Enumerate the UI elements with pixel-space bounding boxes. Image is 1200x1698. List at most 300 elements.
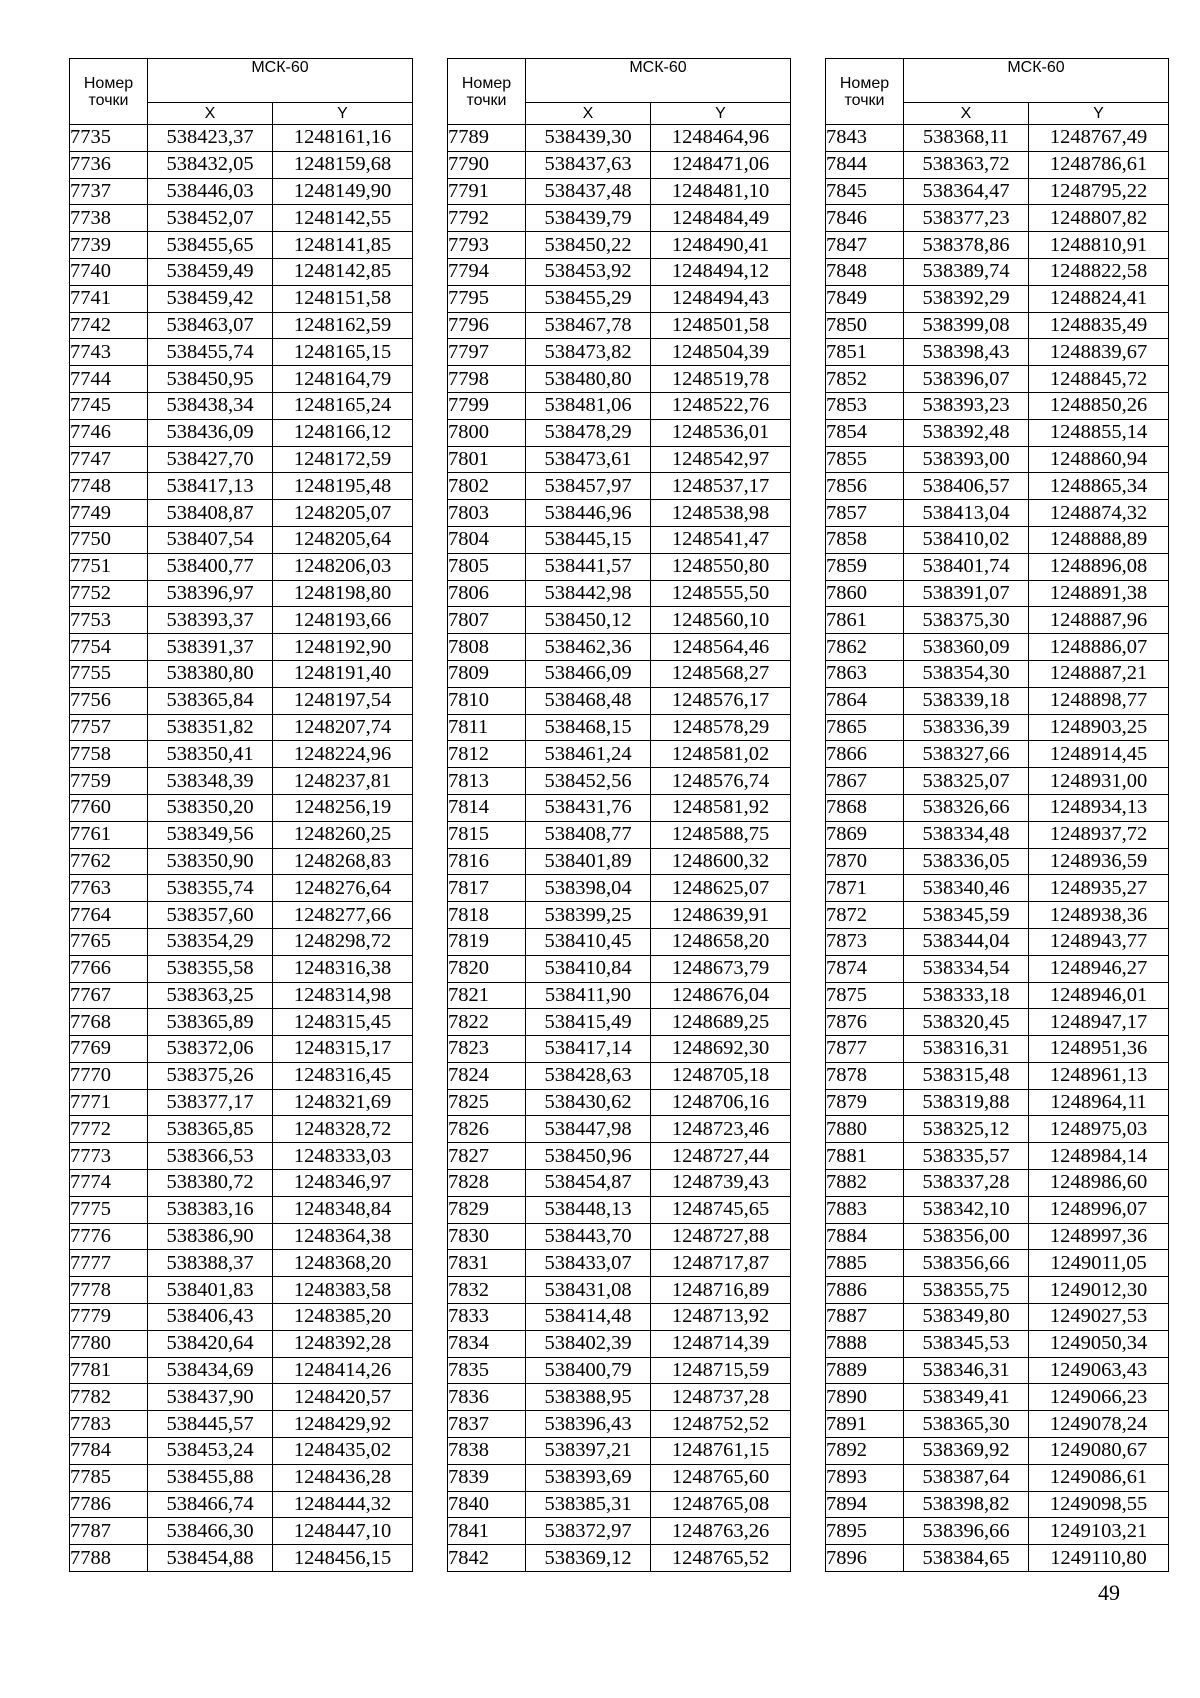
x-coordinate-cell: 538436,09 [148,419,273,446]
y-coordinate-cell: 1248946,27 [1029,955,1169,982]
y-coordinate-cell: 1248464,96 [651,125,791,152]
x-coordinate-cell: 538466,30 [148,1518,273,1545]
x-coordinate-cell: 538345,59 [904,902,1029,929]
table-row [826,312,1169,339]
point-number-cell: 7833 [448,1304,526,1331]
point-number-cell: 7859 [826,553,904,580]
table-row [70,687,413,714]
table-row [70,1143,413,1170]
point-number-cell: 7736 [70,151,148,178]
x-coordinate-cell: 538380,72 [148,1170,273,1197]
point-number-cell: 7767 [70,982,148,1009]
table-row [70,258,413,285]
y-coordinate-cell: 1248315,45 [273,1009,413,1036]
point-number-cell: 7855 [826,446,904,473]
y-coordinate-cell: 1248504,39 [651,339,791,366]
x-coordinate-cell: 538408,77 [526,821,651,848]
y-coordinate-cell: 1248260,25 [273,821,413,848]
point-number-cell: 7826 [448,1116,526,1143]
y-coordinate-cell: 1248943,77 [1029,928,1169,955]
point-number-cell: 7861 [826,607,904,634]
x-coordinate-cell: 538350,41 [148,741,273,768]
y-coordinate-cell: 1248164,79 [273,366,413,393]
x-coordinate-cell: 538357,60 [148,902,273,929]
point-number-cell: 7866 [826,741,904,768]
x-coordinate-cell: 538454,88 [148,1545,273,1572]
table-row [826,848,1169,875]
x-coordinate-cell: 538356,66 [904,1250,1029,1277]
x-coordinate-cell: 538387,64 [904,1464,1029,1491]
x-coordinate-cell: 538442,98 [526,580,651,607]
point-number-cell: 7772 [70,1116,148,1143]
x-coordinate-cell: 538455,65 [148,232,273,259]
point-number-cell: 7768 [70,1009,148,1036]
point-number-cell: 7804 [448,526,526,553]
coordinate-table [447,58,791,1572]
x-coordinate-cell: 538351,82 [148,714,273,741]
x-coordinate-cell: 538448,13 [526,1196,651,1223]
x-coordinate-cell: 538377,17 [148,1089,273,1116]
y-coordinate-cell: 1248898,77 [1029,687,1169,714]
y-coordinate-cell: 1248444,32 [273,1491,413,1518]
point-number-cell: 7835 [448,1357,526,1384]
x-coordinate-cell: 538383,16 [148,1196,273,1223]
table-row [70,1036,413,1063]
x-coordinate-cell: 538319,88 [904,1089,1029,1116]
point-number-header: Номер точки [448,59,526,125]
x-coordinate-cell: 538396,97 [148,580,273,607]
y-coordinate-cell: 1248149,90 [273,178,413,205]
point-number-cell: 7858 [826,526,904,553]
point-number-cell: 7742 [70,312,148,339]
y-coordinate-cell: 1248692,30 [651,1036,791,1063]
x-coordinate-cell: 538441,57 [526,553,651,580]
coordinate-system-header: МСК-60 [904,59,1169,103]
x-coordinate-cell: 538388,37 [148,1250,273,1277]
point-number-cell: 7848 [826,258,904,285]
point-number-cell: 7757 [70,714,148,741]
table-row [448,955,791,982]
point-number-cell: 7896 [826,1545,904,1572]
point-number-cell: 7886 [826,1277,904,1304]
point-number-cell: 7760 [70,794,148,821]
y-coordinate-cell: 1248807,82 [1029,205,1169,232]
x-coordinate-cell: 538348,39 [148,768,273,795]
table-row [448,312,791,339]
table-row [70,875,413,902]
page-number: 49 [1098,1580,1120,1605]
point-number-cell: 7844 [826,151,904,178]
point-number-cell: 7837 [448,1411,526,1438]
point-number-cell: 7796 [448,312,526,339]
y-coordinate-cell: 1248205,07 [273,500,413,527]
point-number-cell: 7778 [70,1277,148,1304]
x-coordinate-cell: 538461,24 [526,741,651,768]
x-coordinate-cell: 538368,11 [904,125,1029,152]
point-number-cell: 7832 [448,1277,526,1304]
table-row [70,339,413,366]
x-coordinate-cell: 538417,13 [148,473,273,500]
point-number-cell: 7783 [70,1411,148,1438]
point-number-cell: 7815 [448,821,526,848]
point-number-cell: 7821 [448,982,526,1009]
x-coordinate-cell: 538447,98 [526,1116,651,1143]
y-coordinate-cell: 1248268,83 [273,848,413,875]
x-coordinate-cell: 538393,37 [148,607,273,634]
y-coordinate-cell: 1248839,67 [1029,339,1169,366]
table-row [448,1411,791,1438]
table-row [70,794,413,821]
point-number-cell: 7793 [448,232,526,259]
point-number-cell: 7830 [448,1223,526,1250]
x-coordinate-cell: 538437,63 [526,151,651,178]
point-number-cell: 7817 [448,875,526,902]
point-number-header: Номер точки [70,59,148,125]
point-number-cell: 7880 [826,1116,904,1143]
table-row [826,1116,1169,1143]
table-row [70,1545,413,1572]
table-row [448,928,791,955]
table-row [448,607,791,634]
x-coordinate-cell: 538466,09 [526,660,651,687]
y-coordinate-cell: 1248625,07 [651,875,791,902]
y-coordinate-cell: 1248576,74 [651,768,791,795]
x-coordinate-cell: 538380,80 [148,660,273,687]
y-coordinate-cell: 1248205,64 [273,526,413,553]
table-row [826,178,1169,205]
x-coordinate-cell: 538457,97 [526,473,651,500]
x-coordinate-cell: 538372,06 [148,1036,273,1063]
y-coordinate-cell: 1248715,59 [651,1357,791,1384]
table-row [826,634,1169,661]
point-number-cell: 7802 [448,473,526,500]
table-row [826,1438,1169,1465]
x-coordinate-cell: 538326,66 [904,794,1029,821]
point-number-cell: 7740 [70,258,148,285]
table-row [448,1170,791,1197]
table-row [448,687,791,714]
point-number-cell: 7845 [826,178,904,205]
x-coordinate-cell: 538437,48 [526,178,651,205]
point-number-cell: 7794 [448,258,526,285]
point-number-cell: 7755 [70,660,148,687]
table-row [70,500,413,527]
point-number-cell: 7787 [70,1518,148,1545]
table-row [448,205,791,232]
x-coordinate-cell: 538355,58 [148,955,273,982]
point-number-cell: 7874 [826,955,904,982]
x-coordinate-cell: 538407,54 [148,526,273,553]
y-coordinate-cell: 1248934,13 [1029,794,1169,821]
y-coordinate-cell: 1249012,30 [1029,1277,1169,1304]
table-row [448,366,791,393]
table-row [826,768,1169,795]
table-row [70,392,413,419]
x-coordinate-cell: 538400,77 [148,553,273,580]
x-coordinate-cell: 538366,53 [148,1143,273,1170]
table-row [448,232,791,259]
y-coordinate-cell: 1248522,76 [651,392,791,419]
point-number-cell: 7879 [826,1089,904,1116]
point-number-cell: 7823 [448,1036,526,1063]
table-row [70,553,413,580]
coordinate-table [825,58,1169,1572]
table-row [826,902,1169,929]
point-number-cell: 7828 [448,1170,526,1197]
table-row [70,1330,413,1357]
point-number-cell: 7807 [448,607,526,634]
y-coordinate-cell: 1248887,21 [1029,660,1169,687]
point-number-cell: 7788 [70,1545,148,1572]
y-coordinate-cell: 1248727,44 [651,1143,791,1170]
x-coordinate-cell: 538462,36 [526,634,651,661]
x-coordinate-cell: 538434,69 [148,1357,273,1384]
x-coordinate-cell: 538396,43 [526,1411,651,1438]
x-coordinate-cell: 538355,75 [904,1277,1029,1304]
point-number-cell: 7876 [826,1009,904,1036]
table-row [448,1089,791,1116]
x-coordinate-cell: 538466,74 [148,1491,273,1518]
y-coordinate-cell: 1248855,14 [1029,419,1169,446]
table-row [826,339,1169,366]
y-coordinate-cell: 1248447,10 [273,1518,413,1545]
table-row [448,580,791,607]
x-coordinate-cell: 538450,12 [526,607,651,634]
point-number-cell: 7838 [448,1438,526,1465]
x-coordinate-cell: 538468,48 [526,687,651,714]
coordinate-system-header: МСК-60 [526,59,791,103]
x-coordinate-cell: 538455,88 [148,1464,273,1491]
table-row [826,1009,1169,1036]
y-coordinate-cell: 1249110,80 [1029,1545,1169,1572]
table-row [70,768,413,795]
table-row [448,1384,791,1411]
x-coordinate-cell: 538392,29 [904,285,1029,312]
table-row [70,366,413,393]
table-row [448,1304,791,1331]
table-row [70,1170,413,1197]
x-coordinate-cell: 538467,78 [526,312,651,339]
table-row [448,339,791,366]
y-coordinate-cell: 1248835,49 [1029,312,1169,339]
x-coordinate-cell: 538364,47 [904,178,1029,205]
y-header: Y [273,103,413,125]
point-number-cell: 7820 [448,955,526,982]
table-row [826,1277,1169,1304]
point-number-cell: 7784 [70,1438,148,1465]
point-number-cell: 7790 [448,151,526,178]
point-number-cell: 7854 [826,419,904,446]
x-coordinate-cell: 538463,07 [148,312,273,339]
point-number-cell: 7847 [826,232,904,259]
x-coordinate-cell: 538372,97 [526,1518,651,1545]
point-number-cell: 7862 [826,634,904,661]
x-coordinate-cell: 538333,18 [904,982,1029,1009]
x-coordinate-cell: 538420,64 [148,1330,273,1357]
point-number-cell: 7860 [826,580,904,607]
y-coordinate-cell: 1248568,27 [651,660,791,687]
table-row [448,741,791,768]
table-row [70,1384,413,1411]
x-coordinate-cell: 538411,90 [526,982,651,1009]
x-header: X [526,103,651,125]
table-row [448,392,791,419]
table-row [826,1062,1169,1089]
y-coordinate-cell: 1248600,32 [651,848,791,875]
table-row [70,1062,413,1089]
table-row [826,1036,1169,1063]
x-coordinate-cell: 538401,89 [526,848,651,875]
point-number-cell: 7818 [448,902,526,929]
point-number-cell: 7881 [826,1143,904,1170]
y-coordinate-cell: 1248705,18 [651,1062,791,1089]
point-number-cell: 7822 [448,1009,526,1036]
x-coordinate-cell: 538389,74 [904,258,1029,285]
point-number-cell: 7754 [70,634,148,661]
y-coordinate-cell: 1248490,41 [651,232,791,259]
point-number-cell: 7751 [70,553,148,580]
y-coordinate-cell: 1248723,46 [651,1116,791,1143]
x-header: X [148,103,273,125]
point-number-cell: 7889 [826,1357,904,1384]
y-coordinate-cell: 1248765,08 [651,1491,791,1518]
table-row [70,580,413,607]
y-coordinate-cell: 1248494,12 [651,258,791,285]
table-row [70,473,413,500]
y-coordinate-cell: 1248810,91 [1029,232,1169,259]
point-number-cell: 7748 [70,473,148,500]
y-coordinate-cell: 1248536,01 [651,419,791,446]
point-number-cell: 7825 [448,1089,526,1116]
point-number-cell: 7819 [448,928,526,955]
x-coordinate-cell: 538445,15 [526,526,651,553]
point-number-header: Номер точки [826,59,904,125]
table-row [70,1116,413,1143]
y-coordinate-cell: 1248435,02 [273,1438,413,1465]
y-coordinate-cell: 1248165,15 [273,339,413,366]
y-coordinate-cell: 1248903,25 [1029,714,1169,741]
table-row [826,1143,1169,1170]
y-coordinate-cell: 1248159,68 [273,151,413,178]
x-coordinate-cell: 538446,96 [526,500,651,527]
point-number-cell: 7775 [70,1196,148,1223]
point-number-cell: 7743 [70,339,148,366]
y-coordinate-cell: 1249027,53 [1029,1304,1169,1331]
y-coordinate-cell: 1248298,72 [273,928,413,955]
table-row [448,821,791,848]
y-coordinate-cell: 1248822,58 [1029,258,1169,285]
x-coordinate-cell: 538398,04 [526,875,651,902]
y-coordinate-cell: 1248886,07 [1029,634,1169,661]
y-coordinate-cell: 1248519,78 [651,366,791,393]
table-row [826,500,1169,527]
point-number-cell: 7891 [826,1411,904,1438]
table-row [448,794,791,821]
point-number-cell: 7873 [826,928,904,955]
table-row [448,1277,791,1304]
x-coordinate-cell: 538423,37 [148,125,273,152]
point-number-cell: 7799 [448,392,526,419]
x-coordinate-cell: 538439,79 [526,205,651,232]
x-coordinate-cell: 538392,48 [904,419,1029,446]
table-row [826,687,1169,714]
x-coordinate-cell: 538365,85 [148,1116,273,1143]
table-row [70,848,413,875]
y-coordinate-cell: 1248328,72 [273,1116,413,1143]
y-coordinate-cell: 1248316,45 [273,1062,413,1089]
table-row [826,258,1169,285]
point-number-cell: 7836 [448,1384,526,1411]
y-coordinate-cell: 1248237,81 [273,768,413,795]
x-coordinate-cell: 538398,43 [904,339,1029,366]
y-coordinate-cell: 1248865,34 [1029,473,1169,500]
point-number-cell: 7752 [70,580,148,607]
table-row [448,500,791,527]
x-coordinate-cell: 538396,07 [904,366,1029,393]
table-row [448,151,791,178]
x-coordinate-cell: 538356,00 [904,1223,1029,1250]
x-coordinate-cell: 538443,70 [526,1223,651,1250]
y-coordinate-cell: 1248765,52 [651,1545,791,1572]
y-coordinate-cell: 1248555,50 [651,580,791,607]
point-number-cell: 7801 [448,446,526,473]
table-row [826,714,1169,741]
point-number-cell: 7884 [826,1223,904,1250]
point-number-cell: 7779 [70,1304,148,1331]
x-coordinate-cell: 538402,39 [526,1330,651,1357]
x-coordinate-cell: 538346,31 [904,1357,1029,1384]
y-coordinate-cell: 1248639,91 [651,902,791,929]
y-coordinate-cell: 1248947,17 [1029,1009,1169,1036]
point-number-cell: 7769 [70,1036,148,1063]
y-coordinate-cell: 1248550,80 [651,553,791,580]
table-row [826,580,1169,607]
table-row [826,928,1169,955]
y-coordinate-cell: 1248564,46 [651,634,791,661]
table-row [448,1518,791,1545]
point-number-cell: 7761 [70,821,148,848]
y-coordinate-cell: 1248392,28 [273,1330,413,1357]
point-number-cell: 7878 [826,1062,904,1089]
y-coordinate-cell: 1248713,92 [651,1304,791,1331]
point-number-cell: 7738 [70,205,148,232]
point-number-cell: 7797 [448,339,526,366]
y-coordinate-cell: 1248763,26 [651,1518,791,1545]
table-row [448,553,791,580]
y-coordinate-cell: 1248975,03 [1029,1116,1169,1143]
x-coordinate-cell: 538349,56 [148,821,273,848]
x-coordinate-cell: 538384,65 [904,1545,1029,1572]
point-number-cell: 7812 [448,741,526,768]
y-coordinate-cell: 1248333,03 [273,1143,413,1170]
table-row [448,125,791,152]
x-coordinate-cell: 538408,87 [148,500,273,527]
y-coordinate-cell: 1248737,28 [651,1384,791,1411]
table-row [70,821,413,848]
x-coordinate-cell: 538453,92 [526,258,651,285]
point-number-cell: 7789 [448,125,526,152]
point-number-cell: 7840 [448,1491,526,1518]
point-number-cell: 7777 [70,1250,148,1277]
y-coordinate-cell: 1248888,89 [1029,526,1169,553]
table-row [70,1438,413,1465]
table-row [448,634,791,661]
point-number-cell: 7805 [448,553,526,580]
table-row [826,660,1169,687]
x-coordinate-cell: 538365,30 [904,1411,1029,1438]
point-number-cell: 7870 [826,848,904,875]
table-row [448,473,791,500]
